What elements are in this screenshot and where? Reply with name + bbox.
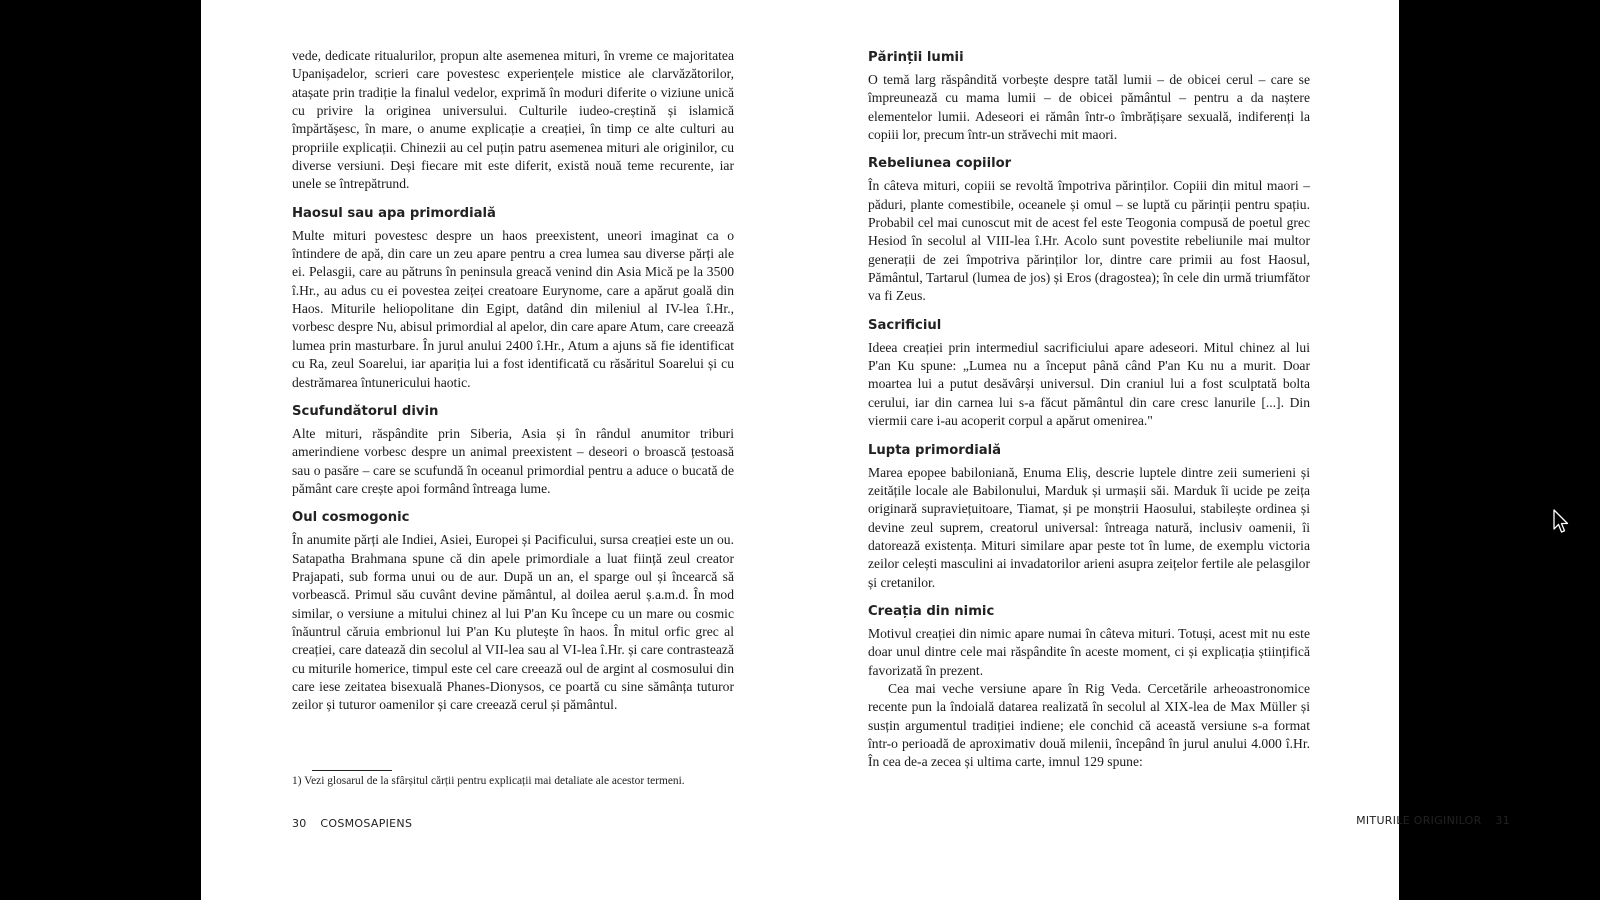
- paragraph-lupta: Marea epopee babiloniană, Enuma Eliș, descrie luptele dintre zeii sumerieni și zeitățile locale ale Babilonului, Marduk și urmașii săi. Marduk îi ucide pe zeița originară supraviețuitoare, Tiamat, și pe monștrii Haosului, stabilește ordinea și devine zeul suprem, creatorul universal: întreaga natură, inclusiv oamenii, îi datorează existența. Mituri similare apar peste tot în lume, de exemplu victoria zeilor celești masculini ai invadatorilor arieni asupra zeițelor fertile ale pelasgilor și cretanilor.: [868, 464, 1310, 590]
- paragraph-rebeliunea: În câteva mituri, copiii se revoltă împotriva părinților. Copiii din mitul maori – păduri, plante comestibile, oceanele și omul – se luptă cu părinții pentru spațiu. Probabil cel mai cunoscut mit de acest fel este Teogonia compusă de poetul grec Hesiod în secolul al VIII-lea î.Hr. Acolo sunt povestite rebeliunile mai multor generații de zei împotriva părinților lor, dintre care primii au fost Haosul, Pământul, Tartarul (lumea de jos) și Eros (dragostea); în cele din urmă triumfător va fi Zeus.: [868, 178, 1310, 304]
- paragraph-haos: Multe mituri povestesc despre un haos preexistent, uneori imaginat ca o întindere de apă, din care un zeu apare pentru a crea lumea sau diverse părți ale ei. Pelasgii, care au pătruns în peninsula greacă venind din Asia Mică pe la 3500 î.Hr., au adus cu ei povestea zeiței creatoare Eurynome, care a apărut goală din Haos. Miturile heliopolitane din Egipt, datând din mileniul al IV-lea î.Hr., vorbesc despre Nu, abisul primordial al apelor, din care apare Atum, care creează lumea prin masturbare. În jurul anului 2400 î.Hr., Atum a ajuns să fie identificat cu Ra, zeul Soarelui, iar apariția lui a fost identificată cu răsăritul Soarelui și cu destrămarea întunericului haotic.: [292, 227, 734, 390]
- heading-scufundator: Scufundătorul divin: [292, 403, 439, 419]
- heading-parintii: Părinții lumii: [868, 50, 964, 65]
- heading-rebeliunea: Rebeliunea copiilor: [868, 156, 1012, 172]
- running-title-right: MITURILE ORIGINILOR: [1356, 814, 1482, 827]
- paragraph-rigveda: Cea mai veche versiune apare în Rig Veda. Cercetările arheoastronomice recente pun la îndoială datarea realizată în secolul al XIX-lea de Max Müller și susțin argumentul tradiției indiene; ele conchid că această versiune s-a format într-o perioadă de aproximativ două milenii, începând în jurul anului 4.000 î.Hr. În cea de-a zecea și ultima carte, imnul 129 spune:: [868, 680, 1310, 770]
- footnote-rule: [312, 770, 392, 771]
- paragraph-creatia: Motivul creației din nimic apare numai în câteva mituri. Totuși, acest mit nu este doar unul dintre cele mai răspândite în aceste moment, ci și explicația științifică favorizată în prezent.: [868, 625, 1310, 678]
- heading-sacrificiul: Sacrificiul: [868, 317, 942, 333]
- folio-left: [292, 817, 412, 830]
- heading-creatia: Creația din nimic: [868, 603, 995, 619]
- heading-lupta: Lupta primordială: [868, 442, 1002, 458]
- book-spread: [201, 0, 1510, 900]
- mouse-cursor-icon: [1553, 509, 1571, 540]
- page-number-right: 31: [1495, 814, 1510, 827]
- folio-right: [1180, 814, 1510, 827]
- paragraph-parintii: O temă larg răspândită vorbește despre tatăl lumii – de obicei cerul – care se împreunează cu mama lumii – de obicei pământul – pentru a da naștere elementelor lumii. Adeseori ei rămân într-o îmbrățișare sexuală, indiferenți la copiii lor, precum într-un străvechi mit maori.: [868, 72, 1310, 143]
- right-page: [868, 49, 1310, 772]
- running-title-left: COSMOSAPIENS: [320, 817, 413, 830]
- heading-haos: Haosul sau apa primordială: [292, 205, 496, 221]
- heading-oul: Oul cosmogonic: [292, 510, 410, 526]
- footnote: 1) Vezi glosarul de la sfârșitul cărții pentru explicații mai detaliate ale acestor termeni.: [292, 775, 685, 787]
- paragraph-intro: vede, dedicate ritualurilor, propun alte asemenea mituri, în vreme ce majoritatea Upanișadelor, scrieri care povestesc experiențele mistice ale clarvăzătorilor, atașate prin tradiție la finalul vedelor, exprimă în moduri diferite o viziune unică cu privire la originea universului. Culturile iudeo-creștină și islamică împărtășesc, în mare, o anume explicație a creației, în timp ce alte culturi au propriile explicații. Chinezii au cel puțin patru asemenea mituri ale originilor, cu diverse versiuni. Deși fiecare mit este diferit, există nouă teme recurente, iar unele se întrepătrund.: [292, 48, 734, 192]
- page-number-left: 30: [292, 817, 307, 830]
- paragraph-scufundator: Alte mituri, răspândite prin Siberia, Asia și în rândul anumitor triburi amerindiene vorbesc despre un animal preexistent – deseori o broască țestoasă sau o pasăre – care se scufundă în oceanul primordial pentru a aduce o bucată de pământ care crește apoi formând întreaga lume.: [292, 425, 734, 496]
- left-page: [292, 47, 734, 715]
- paragraph-sacrificiul: Ideea creației prin intermediul sacrificiului apare adeseori. Mitul chinez al lui P'an Ku spune: „Lumea nu a început până când P'an Ku nu a murit. Doar moartea lui a putut desăvârși universul. Din craniul lui a fost sculptată bolta cerului, iar din carnea lui s-a făcut pământul din care cresc lanurile [...]. Din viermii care i-au acoperit corpul a apărut omenirea.": [868, 339, 1310, 429]
- paragraph-oul: În anumite părți ale Indiei, Asiei, Europei și Pacificului, sursa creației este un ou. Satapatha Brahmana spune că din apele primordiale a luat ființă zeul creator Prajapati, sub forma unui ou de aur. După un an, el sparge oul și încearcă să vorbească. Primul său cuvânt devine pământul, al doilea aerul ș.a.m.d. În mod similar, o versiune a mitului chinez al lui P'an Ku începe cu un mare ou cosmic înăuntrul căruia embrionul lui P'an Ku plutește în haos. În mitul orfic grec al creației, care datează din secolul al VII-lea sau al VI-lea î.Hr. și care contrastează cu miturile homerice, timpul este cel care creează oul de argint al cosmosului din care iese zeitatea bisexuală Phanes-Dionysos, ce poartă cu sine sămânța tuturor zeilor și tuturor oamenilor și care creează cerul și pământul.: [292, 532, 734, 713]
